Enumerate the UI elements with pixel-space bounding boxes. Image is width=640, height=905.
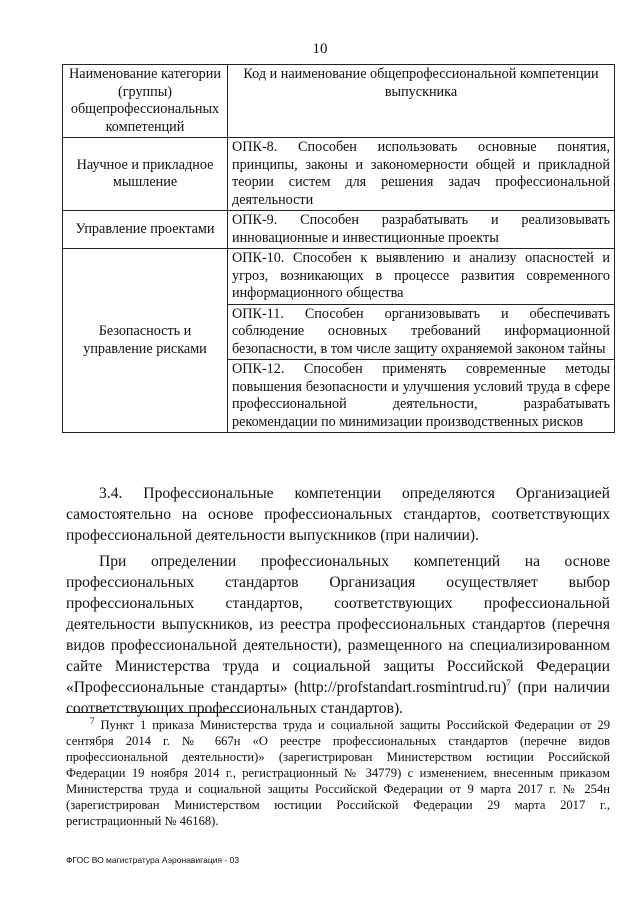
category-cell: Научное и прикладное мышление — [63, 138, 228, 211]
header-category: Наименование категории (группы) общепрофессиональных компетенций — [63, 65, 228, 138]
footnote-mark: 7 — [90, 715, 95, 726]
paragraph-text: (при наличии соответствующих профессиональных стандартов). — [66, 679, 610, 717]
competency-cell: ОПК-9. Способен разрабатывать и реализовывать инновационные и инвестиционные проекты — [228, 211, 615, 249]
page-number: 10 — [312, 41, 328, 57]
competency-cell: ОПК-11. Способен организовывать и обеспечивать соблюдение основных требований информационной безопасности, в том числе защиту охраняемой законом тайны — [228, 304, 615, 360]
table-row — [63, 138, 615, 211]
footnote-text: Пункт 1 приказа Министерства труда и социальной защиты Российской Федерации от 29 сентября 2014 г. № 667н «О реестре профессиональных стандартов (перечне видов профессиональной деятельности)» (зарегистрирован Министерством юстиции Российской Федерации 19 ноября 2014 г., регистрационный № 34779) с изменением, внесенным приказом Министерства труда и социальной защиты Российской Федерации от 9 марта 2017 г. № 254н (зарегистрирован Министерством юстиции Российской Федерации 29 марта 2017 г., регистрационный № 46168). — [66, 718, 610, 828]
page-footer: ФГОС ВО магистратура Аэронавигация - 03 — [66, 855, 240, 865]
competency-cell: ОПК-12. Способен применять современные методы повышения безопасности и улучшения условий труда в сфере профессиональной деятельности, разрабатывать рекомендации по минимизации производственных рисков — [228, 360, 615, 433]
competencies-table — [62, 64, 615, 433]
footnote-divider — [66, 712, 244, 713]
competency-cell: ОПК-10. Способен к выявлению и анализу опасностей и угроз, возникающих в процессе развития современного информационного общества — [228, 249, 615, 305]
paragraph-text: При определении профессиональных компетенций на основе профессиональных стандартов Организация осуществляет выбор профессиональных стандартов, соответствующих профессиональной деятельности выпускников, из реестра профессиональных стандартов (перечня видов профессиональной деятельности), размещенного на специализированном сайте Министерства труда и социальной защиты Российской Федерации «Профессиональные стандарты» (http://profstandart.rosmintrud.ru) — [66, 553, 610, 696]
header-competency: Код и наименование общепрофессиональной компетенции выпускника — [228, 65, 615, 138]
table-header-row — [63, 65, 615, 138]
paragraph — [66, 551, 610, 719]
body-text — [66, 483, 610, 724]
paragraph: 3.4. Профессиональные компетенции определяются Организацией самостоятельно на основе профессиональных стандартов, соответствующих профессиональной деятельности выпускников (при наличии). — [66, 485, 610, 544]
table-row — [63, 211, 615, 249]
competency-cell: ОПК-8. Способен использовать основные понятия, принципы, законы и закономерности общей и прикладной теории систем для решения задач профессиональной деятельности — [228, 138, 615, 211]
category-cell: Безопасность и управление рисками — [63, 249, 228, 433]
category-cell: Управление проектами — [63, 211, 228, 249]
table-row — [63, 249, 615, 305]
footnote-reference[interactable]: 7 — [506, 677, 511, 688]
footnote — [66, 717, 610, 829]
